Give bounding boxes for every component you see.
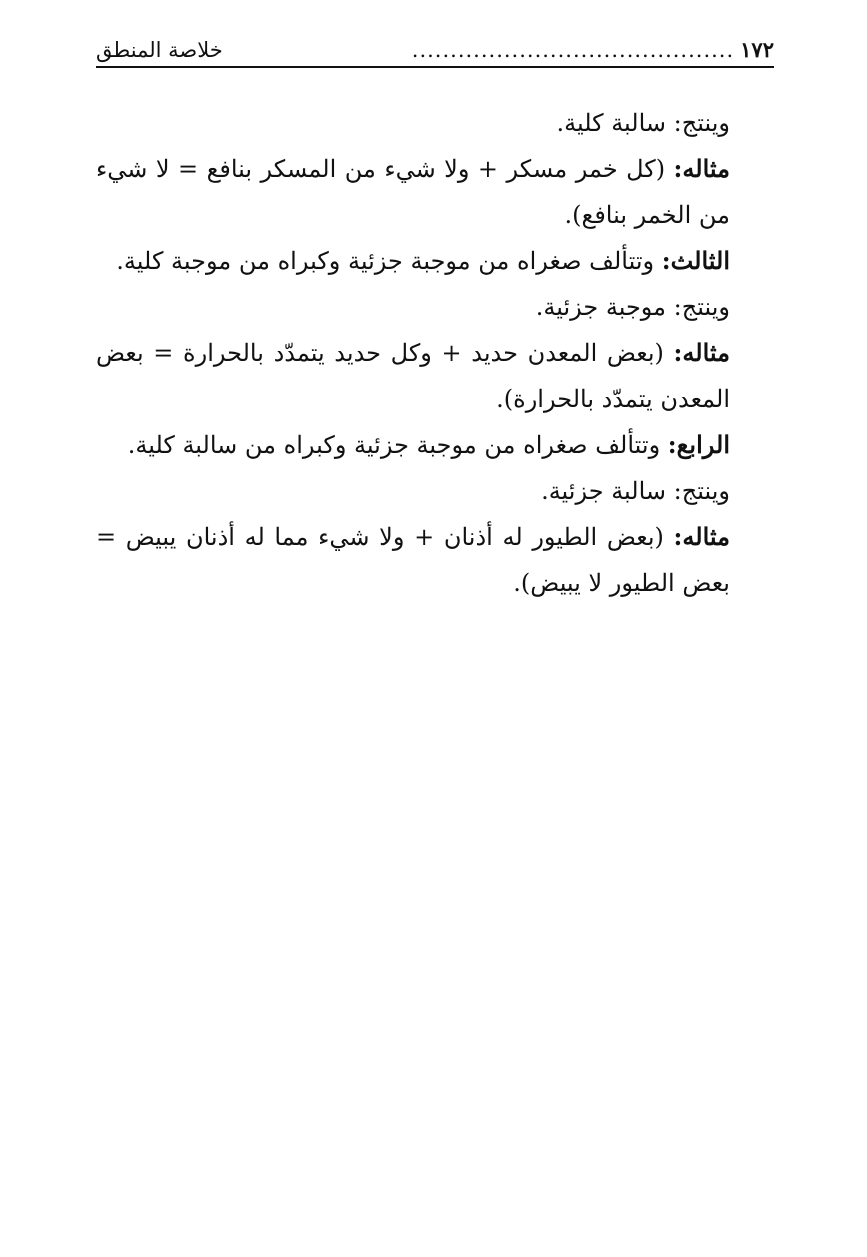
book-title: خلاصة المنطق <box>96 38 223 62</box>
paragraph <box>96 422 774 468</box>
paragraph-text: وينتج: سالبة جزئية. <box>541 477 730 505</box>
body-text <box>96 100 774 606</box>
paragraph-text: وتتألف صغراه من موجبة جزئية وكبراه من موجبة كلية. <box>116 247 662 275</box>
running-header <box>96 28 774 68</box>
paragraph-label: الرابع: <box>667 430 730 459</box>
paragraph-text: وينتج: سالبة كلية. <box>556 109 730 137</box>
paragraph <box>96 468 774 514</box>
paragraph-label: الثالث: <box>661 246 730 275</box>
paragraph-label: مثاله: <box>673 522 730 551</box>
paragraph <box>96 146 774 238</box>
page-number: ١٧٢ <box>740 37 774 62</box>
paragraph-label: مثاله: <box>673 154 730 183</box>
paragraph <box>96 238 774 284</box>
header-leader-dots: .......................................... <box>411 38 735 62</box>
paragraph <box>96 284 774 330</box>
paragraph-label: مثاله: <box>673 338 730 367</box>
paragraph-text: وتتألف صغراه من موجبة جزئية وكبراه من سالبة كلية. <box>127 431 668 459</box>
paragraph-text: (بعض المعدن حديد + وكل حديد يتمدّد بالحرارة = بعض المعدن يتمدّد بالحرارة). <box>96 339 730 413</box>
paragraph-text: (بعض الطيور له أذنان + ولا شيء مما له أذنان يبيض = بعض الطيور لا يبيض). <box>96 523 730 597</box>
paragraph <box>96 100 774 146</box>
paragraph <box>96 330 774 422</box>
paragraph-text: وينتج: موجبة جزئية. <box>535 293 730 321</box>
paragraph-text: (كل خمر مسكر + ولا شيء من المسكر بنافع = لا شيء من الخمر بنافع). <box>96 155 730 229</box>
paragraph <box>96 514 774 606</box>
